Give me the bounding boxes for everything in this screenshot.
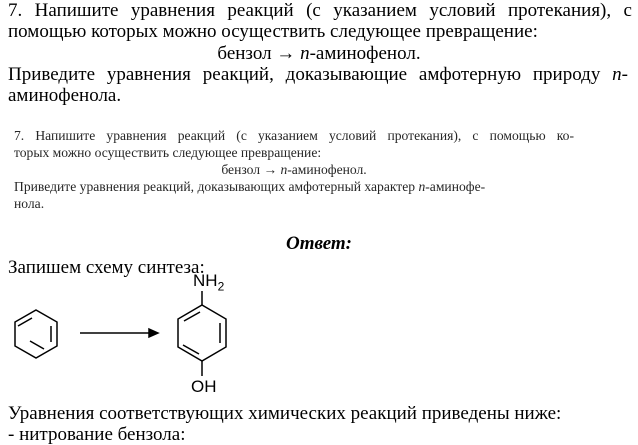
answer-heading: Ответ: bbox=[285, 233, 353, 254]
reaction-arrow bbox=[80, 329, 158, 337]
scheme-intro: Запишем схему синтеза: bbox=[8, 257, 205, 278]
scan-line-3-italic: п bbox=[280, 162, 288, 177]
scan-line-2: торых можно осуществить следующее превращение: bbox=[14, 145, 322, 160]
scan-line-3-suffix: -аминофенол. bbox=[287, 162, 367, 177]
amino-group-subscript: 2 bbox=[217, 279, 225, 294]
scan-line-4-italic: п bbox=[418, 179, 426, 194]
transformation-suffix: -аминофенол. bbox=[309, 43, 421, 64]
scan-line-4-prefix: Приведите уравнения реакций, доказывающих амфотерный характер bbox=[14, 179, 419, 194]
aminophenol-ring bbox=[178, 291, 226, 376]
equations-intro: Уравнения соответствующих химических реакций приведены ниже: bbox=[8, 403, 562, 424]
benzene-ring bbox=[15, 310, 57, 358]
nitration-item: - нитрование бензола: bbox=[8, 424, 186, 445]
task-statement: 7. Напишите уравнения реакций (с указанием условий протекания), с помощью которых можно осуществить следующее превращение: bbox=[8, 0, 632, 42]
amphoteric-task-italic: п bbox=[612, 64, 622, 85]
amino-group-label bbox=[193, 271, 224, 293]
hydroxyl-group-label: OH bbox=[191, 377, 217, 396]
scan-line-3-prefix: бензол → bbox=[221, 162, 281, 177]
scan-line-5: нола. bbox=[14, 196, 45, 211]
amino-group-text: NH bbox=[193, 271, 218, 290]
amphoteric-task-prefix: Приведите уравнения реакций, доказывающие амфотерную природу bbox=[8, 64, 613, 85]
amphoteric-task-suffix: -аминофенола. bbox=[8, 64, 628, 106]
scan-line-4-suffix: -аминофе- bbox=[425, 179, 486, 194]
scan-line-1: 7. Напишите уравнения реакций (с указанием условий протекания), с помощью ко- bbox=[14, 128, 574, 143]
transformation-prefix: бензол → bbox=[217, 43, 301, 64]
transformation-italic: п bbox=[300, 43, 310, 64]
